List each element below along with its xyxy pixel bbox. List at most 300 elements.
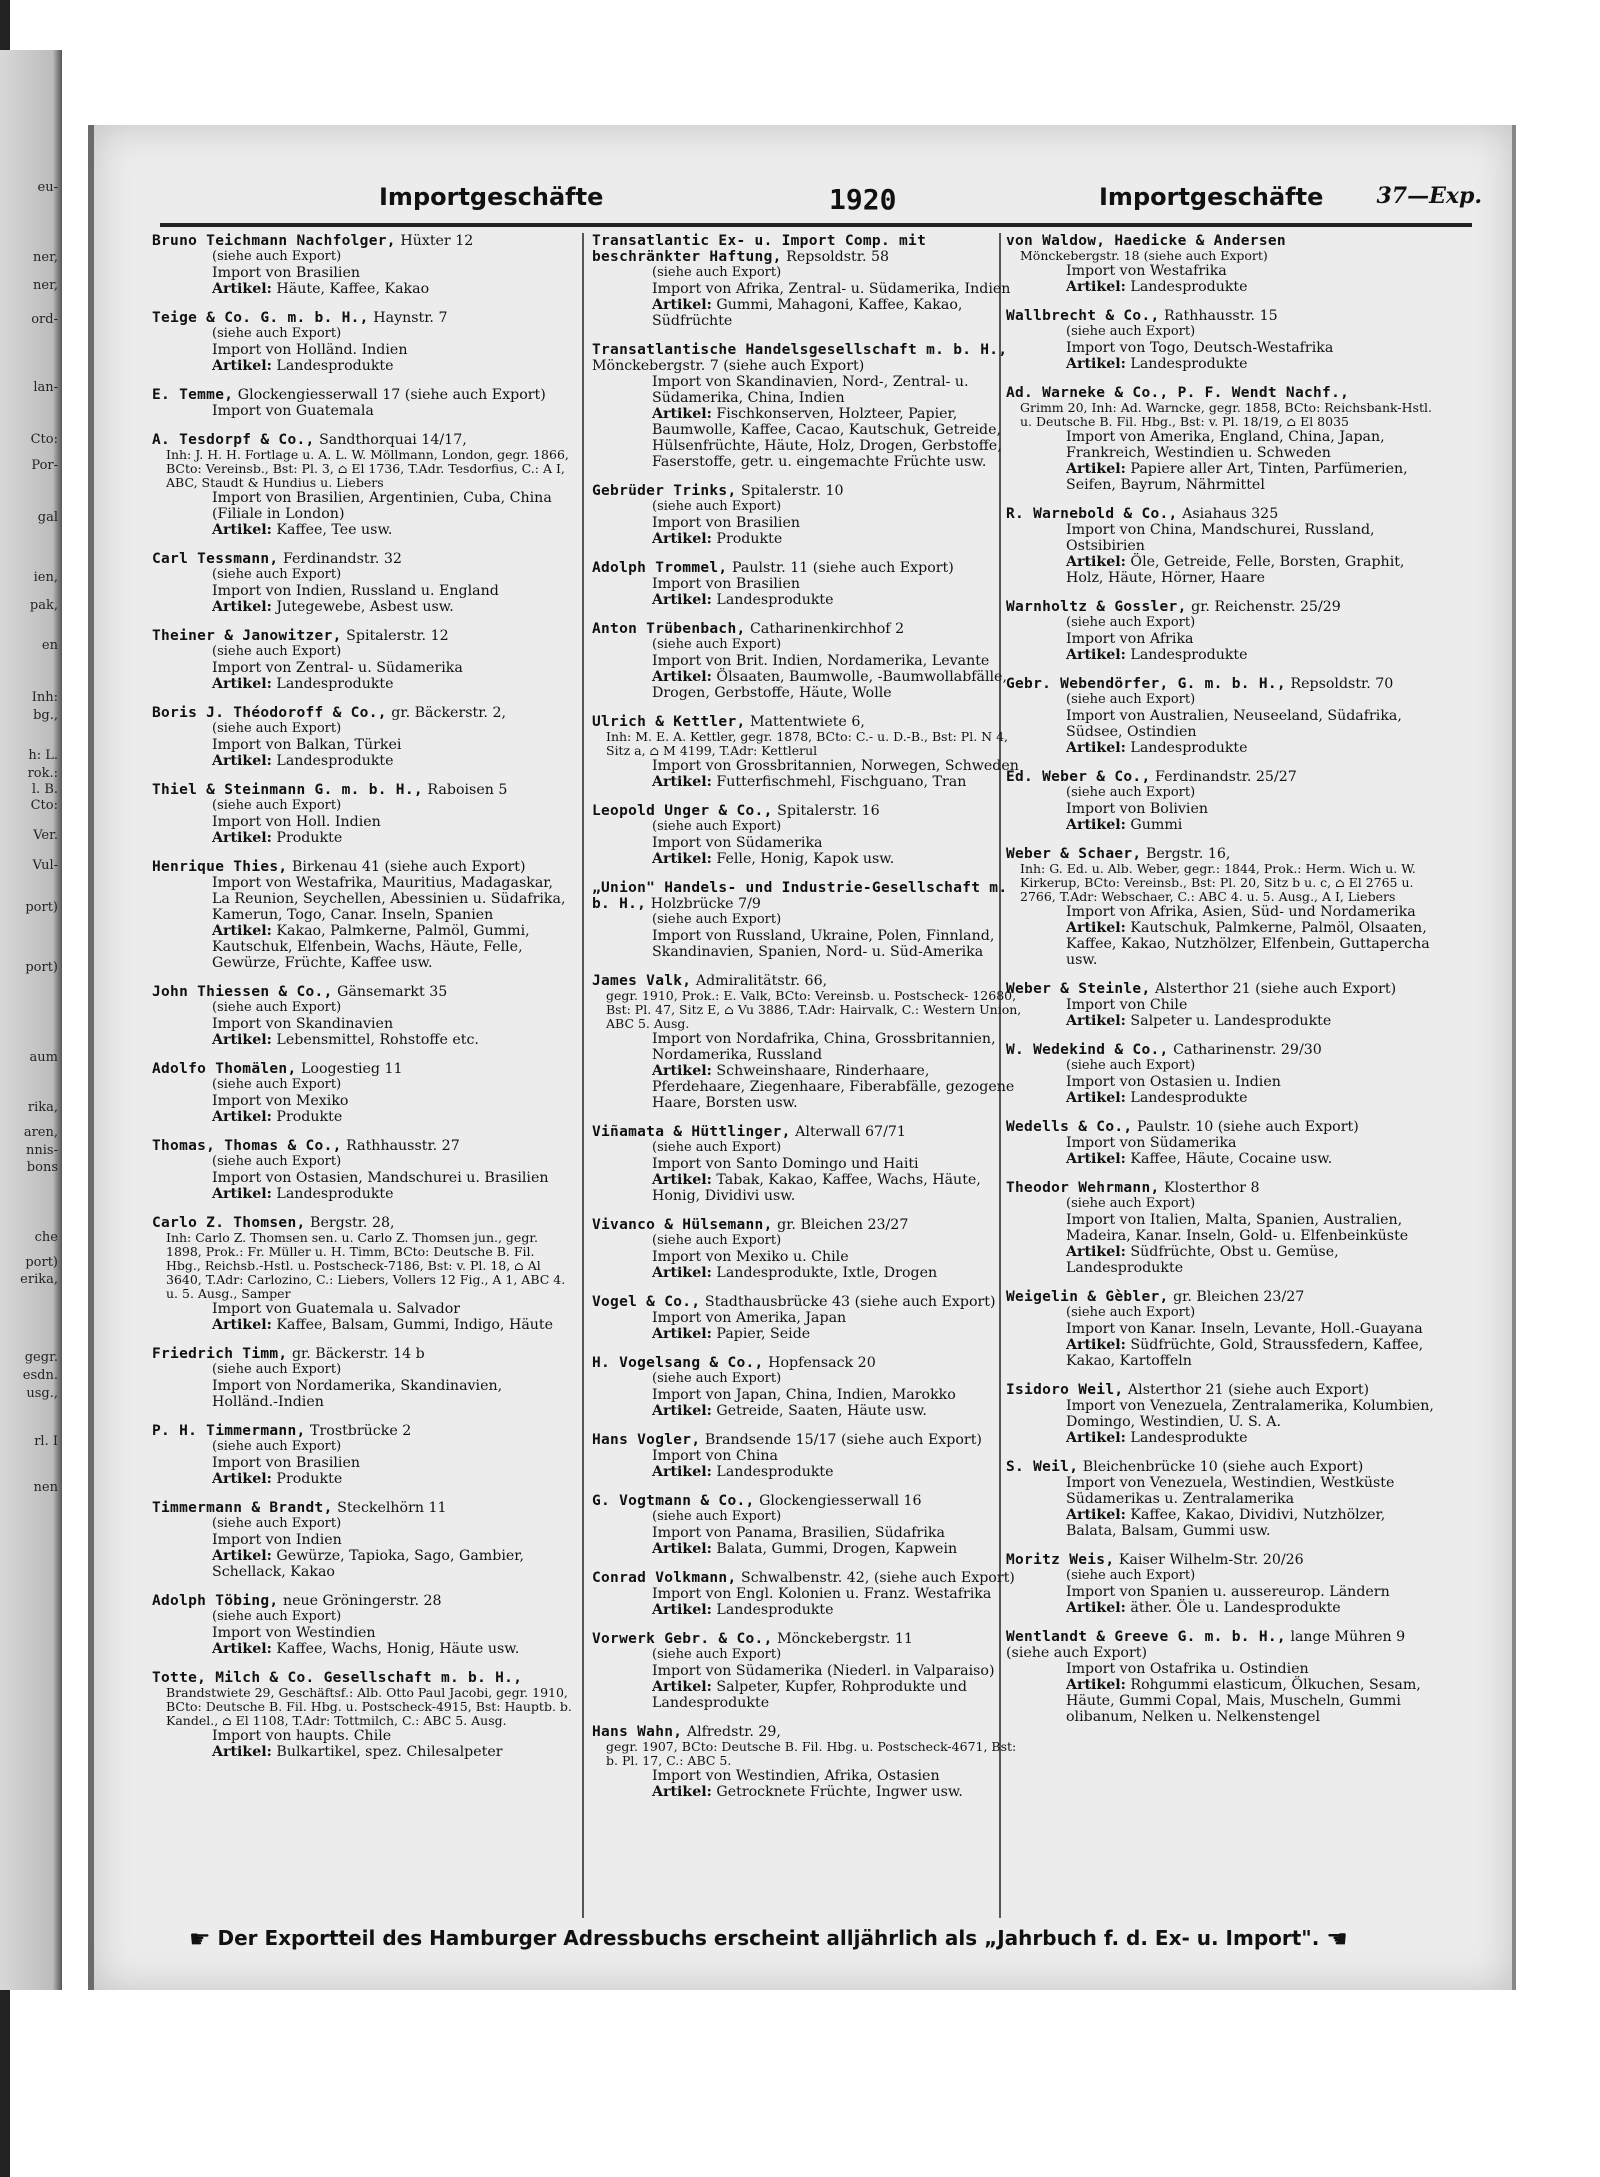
entry-line-text: Import von Togo, Deutsch-Westafrika [1066,340,1334,356]
directory-page [88,125,1516,1990]
entry-company-name: Adolph Töbing, [152,1593,279,1609]
entry-company-name: Gebrüder Trinks, [592,483,737,499]
entry-company-name: Hans Vogler, [592,1432,701,1448]
entry-import-from [1006,1661,1436,1677]
directory-entry [1006,1042,1436,1106]
prev-page-fragment: ner, [33,278,58,293]
entry-import-from [152,403,572,419]
entry-line-label: Artikel: [652,1784,712,1800]
entry-company-name: Transatlantische Handelsgesellschaft m. b. H., [592,342,1008,358]
entry-import-from [152,265,572,281]
column-3 [1006,233,1436,1738]
entry-line-text: Tabak, Kakao, Kaffee, Wachs, Häute, Honig, Dividivi usw. [652,1172,981,1204]
entry-line-text: Kautschuk, Palmkerne, Palmöl, Olsaaten, Kaffee, Kakao, Nutzhölzer, Elfenbein, Guttapercha usw. [1066,920,1430,968]
entry-import-from [592,1663,1022,1679]
entry-import-from [592,928,1022,960]
prev-page-fragment: erika, [20,1272,58,1287]
entry-address: Catharinenkirchhof 2 [750,621,905,637]
directory-entry [592,1432,1022,1480]
entry-articles [1006,1151,1436,1167]
entry-company-name: Gebr. Webendörfer, G. m. b. H., [1006,676,1286,692]
entry-line-label: Artikel: [652,531,712,547]
entry-line-text: Import von Chile [1066,997,1188,1013]
directory-entry [592,1294,1022,1342]
entry-address: Sandthorquai 14/17, [319,432,467,448]
entry-line-label: Artikel: [212,1317,272,1333]
entry-articles [152,599,572,615]
entry-company-name: Leopold Unger & Co., [592,803,773,819]
entry-line-text: Import von Holländ. Indien [212,342,408,358]
entry-line-text: Südfrüchte, Gold, Straussfedern, Kaffee, Kakao, Kartoffeln [1066,1337,1424,1369]
entry-articles [592,1063,1022,1111]
entry-company-name: Ulrich & Kettler, [592,714,746,730]
entry-details: Mönckebergstr. 18 (siehe auch Export) [1020,248,1268,263]
entry-import-from [152,342,572,358]
entry-line-text: äther. Öle u. Landesprodukte [1125,1600,1341,1616]
entry-address: Glockengiesserwall 17 (siehe auch Export) [237,387,546,403]
entry-line-text: Lebensmittel, Rohstoffe etc. [271,1032,479,1048]
entry-import-from [592,1031,1022,1063]
entry-line-label: Artikel: [1066,1600,1126,1616]
entry-line-text: Import von Afrika, Zentral- u. Südamerika, Indien [652,281,1011,297]
entry-line-text: Import von Skandinavien, Nord-, Zentral- u. Südamerika, China, Indien [652,374,969,406]
entry-articles [1006,461,1436,493]
directory-entry [592,483,1022,547]
directory-entry [152,1215,572,1333]
entry-company-name: Bruno Teichmann Nachfolger, [152,233,396,249]
entry-articles [152,358,572,374]
entry-line-text: Südfrüchte, Obst u. Gemüse, Landesprodukte [1066,1244,1339,1276]
directory-entry [1006,846,1436,968]
entry-line-label: Artikel: [1066,1337,1126,1353]
previous-page-edge [0,50,62,1990]
entry-line-text: Import von Mexiko u. Chile [652,1249,849,1265]
entry-articles [1006,1600,1436,1616]
directory-entry [592,621,1022,701]
entry-line-text: Landesprodukte [1125,647,1248,663]
entry-line-text: Import von Amerika, Japan [652,1310,847,1326]
entry-address: gr. Bleichen 23/27 [1173,1289,1305,1305]
entry-note: (siehe auch Export) [212,1439,342,1454]
prev-page-fragment: aren, [23,1125,58,1140]
entry-note: (siehe auch Export) [652,912,782,927]
entry-articles [1006,647,1436,663]
entry-articles [1006,1430,1436,1446]
entry-address: Alsterthor 21 (siehe auch Export) [1127,1382,1370,1398]
entry-line-text: Landesprodukte [711,1602,834,1618]
entry-address: Spitalerstr. 10 [741,483,844,499]
entry-line-label: Artikel: [212,830,272,846]
entry-note: (siehe auch Export) [212,1077,342,1092]
directory-entry [1006,1629,1436,1725]
entry-note: (siehe auch Export) [652,819,782,834]
entry-note: (siehe auch Export) [652,1371,782,1386]
entry-company-name: Vivanco & Hülsemann, [592,1217,773,1233]
entry-company-name: Isidoro Weil, [1006,1382,1124,1398]
entry-note: (siehe auch Export) [212,1000,342,1015]
entry-line-text: Import von Skandinavien [212,1016,394,1032]
entry-company-name: Weigelin & Gèbler, [1006,1289,1169,1305]
entry-details: Inh: J. H. H. Fortlage u. A. L. W. Möllmann, London, gegr. 1866, BCto: Vereinsb., Bst: Pl. 3, ⌂ El 1736, T.Adr. Tesdorfius, C.: A I, ABC, Staudt & Hundius u. Liebers [166,447,569,490]
entry-company-name: Wallbrecht & Co., [1006,308,1160,324]
entry-address: gr. Bäckerstr. 14 b [291,1346,425,1362]
entry-note: (siehe auch Export) [1066,785,1196,800]
entry-company-name: Thomas, Thomas & Co., [152,1138,342,1154]
prev-page-fragment: bg., [33,708,58,723]
entry-articles [152,1548,572,1580]
prev-page-fragment: gal [37,510,58,525]
entry-note: (siehe auch Export) [212,326,342,341]
entry-note: (siehe auch Export) [1066,1568,1196,1583]
entry-import-from [1006,1135,1436,1151]
entry-note: (siehe auch Export) [1066,324,1196,339]
entry-line-text: Import von Ostasien, Mandschurei u. Brasilien [212,1170,549,1186]
entry-address: Bleichenbrücke 10 (siehe auch Export) [1082,1459,1364,1475]
entry-company-name: John Thiessen & Co., [152,984,333,1000]
entry-line-label: Artikel: [652,1602,712,1618]
entry-line-text: Import von Venezuela, Zentralamerika, Kolumbien, Domingo, Westindien, U. S. A. [1066,1398,1434,1430]
prev-page-fragment: Ver. [33,828,58,843]
entry-line-label: Artikel: [1066,1677,1126,1693]
pointing-hand-icon: ☛ [189,1925,211,1953]
entry-articles [1006,920,1436,968]
directory-entry [1006,599,1436,663]
entry-articles [152,1317,572,1333]
entry-address: Schwalbenstr. 42, (siehe auch Export) [741,1570,1015,1586]
entry-line-label: Artikel: [1066,554,1126,570]
entry-line-text: Felle, Honig, Kapok usw. [711,851,895,867]
entry-articles [1006,554,1436,586]
entry-import-from [1006,1475,1436,1507]
entry-line-label: Artikel: [652,1265,712,1281]
directory-entry [152,233,572,297]
entry-note: (siehe auch Export) [212,798,342,813]
entry-import-from [152,1455,572,1471]
prev-page-fragment: port) [25,960,58,975]
directory-entry [592,803,1022,867]
entry-address: Raboisen 5 [427,782,508,798]
entry-line-label: Artikel: [1066,1244,1126,1260]
entry-import-from [152,1016,572,1032]
entry-line-text: Import von Ostafrika u. Ostindien [1066,1661,1309,1677]
directory-entry [152,1670,572,1760]
entry-address: Spitalerstr. 12 [346,628,449,644]
prev-page-fragment: port) [25,1255,58,1270]
entry-line-label: Artikel: [212,1186,272,1202]
header-section-left: Importgeschäfte [379,183,604,211]
entry-import-from [592,1586,1022,1602]
entry-import-from [1006,1074,1436,1090]
entry-address: Holzbrücke 7/9 [650,896,761,912]
entry-articles [152,1186,572,1202]
directory-entry [152,705,572,769]
entry-line-text: Landesprodukte [271,676,394,692]
entry-company-name: Wedells & Co., [1006,1119,1133,1135]
entry-company-name: Warnholtz & Gossler, [1006,599,1187,615]
entry-line-text: Import von Guatemala [212,403,374,419]
directory-entry [1006,769,1436,833]
entry-articles [1006,356,1436,372]
entry-line-text: Kaffee, Kakao, Dividivi, Nutzhölzer, Balata, Balsam, Gummi usw. [1066,1507,1386,1539]
directory-entry [592,1217,1022,1281]
entry-line-text: Import von Südamerika (Niederl. in Valparaiso) [652,1663,995,1679]
header-section-right: Importgeschäfte [1099,183,1324,211]
directory-entry [1006,233,1436,295]
entry-articles [592,1326,1022,1342]
prev-page-fragment: Vul- [32,858,58,873]
entry-line-text: Kaffee, Häute, Cocaine usw. [1125,1151,1333,1167]
entry-import-from [152,814,572,830]
entry-articles [152,1641,572,1657]
entry-line-text: Getreide, Saaten, Häute usw. [711,1403,927,1419]
directory-entry [152,1593,572,1657]
entry-import-from [152,1378,572,1410]
entry-line-text: Produkte [271,830,343,846]
entry-line-label: Artikel: [652,592,712,608]
entry-line-label: Artikel: [1066,1090,1126,1106]
entry-line-label: Artikel: [652,1679,712,1695]
entry-line-text: Import von Panama, Brasilien, Südafrika [652,1525,945,1541]
entry-note: (siehe auch Export) [652,637,782,652]
entry-import-from [1006,1584,1436,1600]
entry-line-text: Import von Indien, Russland u. England [212,583,499,599]
entry-note: (siehe auch Export) [212,721,342,736]
entry-company-name: Vogel & Co., [592,1294,701,1310]
directory-entry [152,1138,572,1202]
entry-import-from [1006,1398,1436,1430]
entry-import-from [592,1387,1022,1403]
entry-line-label: Artikel: [652,1541,712,1557]
entry-company-name: Conrad Volkmann, [592,1570,737,1586]
footer-notice [189,1925,1472,1959]
entry-line-label: Artikel: [1066,1430,1126,1446]
prev-page-fragment: aum [29,1050,58,1065]
entry-note: (siehe auch Export) [652,1233,782,1248]
entry-note: (siehe auch Export) [652,265,782,280]
entry-line-text: Futterfischmehl, Fischguano, Tran [711,774,967,790]
prev-page-fragment: rl. I [34,1434,58,1449]
entry-line-text: Landesprodukte [711,592,834,608]
entry-import-from [592,1156,1022,1172]
entry-import-from [592,374,1022,406]
entry-import-from [1006,340,1436,356]
entry-line-text: Import von Nordamerika, Skandinavien, Holländ.-Indien [212,1378,503,1410]
entry-articles [1006,1244,1436,1276]
entry-line-text: Import von Guatemala u. Salvador [212,1301,461,1317]
entry-company-name: Friedrich Timm, [152,1346,288,1362]
entry-line-text: Import von Brasilien [212,1455,360,1471]
directory-entry [592,1355,1022,1419]
entry-details: gegr. 1910, Prok.: E. Valk, BCto: Vereinsb. u. Postscheck- 12680, Bst: Pl. 47, Sitz E, ⌂ Vu 3886, T.Adr: Hairvalk, C.: Western Union, ABC 5. Ausg. [606,988,1022,1031]
entry-import-from [152,660,572,676]
entry-line-text: Import von Afrika [1066,631,1194,647]
entry-articles [152,753,572,769]
entry-address: Glockengiesserwall 16 [759,1493,922,1509]
entry-address: Haynstr. 7 [373,310,448,326]
entry-articles [592,1265,1022,1281]
entry-address: Loogestieg 11 [301,1061,403,1077]
entry-address: Alterwall 67/71 [795,1124,906,1140]
entry-address: Trostbrücke 2 [310,1423,412,1439]
entry-address: Rathhausstr. 27 [346,1138,460,1154]
entry-line-label: Artikel: [1066,356,1126,372]
entry-line-label: Artikel: [652,1063,712,1079]
entry-import-from [1006,997,1436,1013]
entry-line-text: Import von Amerika, England, China, Japan, Frankreich, Westindien u. Schweden [1066,429,1385,461]
entry-line-text: Import von Balkan, Türkei [212,737,402,753]
directory-entry [152,782,572,846]
prev-page-fragment: Cto: [30,798,58,813]
entry-line-text: Landesprodukte [711,1464,834,1480]
entry-articles [1006,1507,1436,1539]
entry-line-text: Import von Brit. Indien, Nordamerika, Levante [652,653,990,669]
entry-articles [592,669,1022,701]
entry-address: Gänsemarkt 35 [337,984,448,1000]
entry-line-text: Import von Zentral- u. Südamerika [212,660,463,676]
entry-address: gr. Bleichen 23/27 [777,1217,909,1233]
prev-page-fragment: nen [33,1480,58,1495]
entry-address: Paulstr. 11 (siehe auch Export) [731,560,954,576]
directory-entry [1006,308,1436,372]
entry-company-name: Ed. Weber & Co., [1006,769,1151,785]
entry-address: Paulstr. 10 (siehe auch Export) [1136,1119,1359,1135]
entry-articles [1006,1013,1436,1029]
entry-line-text: Ölsaaten, Baumwolle, -Baumwollabfälle, Drogen, Gerbstoffe, Häute, Wolle [652,669,1007,701]
entry-note: (siehe auch Export) [1066,692,1196,707]
directory-entry [152,628,572,692]
entry-company-name: E. Temme, [152,387,234,403]
entry-import-from [1006,522,1436,554]
entry-line-label: Artikel: [212,1641,272,1657]
entry-note: (siehe auch Export) [1066,1058,1196,1073]
entry-line-text: Öle, Getreide, Felle, Borsten, Graphit, Holz, Häute, Hörner, Haare [1066,554,1405,586]
entry-line-label: Artikel: [1066,1507,1126,1523]
entry-line-text: Kaffee, Tee usw. [271,522,393,538]
entry-line-text: Schweinshaare, Rinderhaare, Pferdehaare, Ziegenhaare, Fiberabfälle, gezogene Haare, Borsten usw. [652,1063,1015,1111]
entry-line-label: Artikel: [652,851,712,867]
entry-line-text: Getrocknete Früchte, Ingwer usw. [711,1784,963,1800]
entry-line-text: Import von Brasilien [652,515,800,531]
directory-entry [592,1631,1022,1711]
entry-line-label: Artikel: [212,1471,272,1487]
entry-company-name: Viñamata & Hüttlinger, [592,1124,791,1140]
entry-line-text: Import von Japan, China, Indien, Marokko [652,1387,956,1403]
entry-line-text: Import von Brasilien [212,265,360,281]
entry-line-label: Artikel: [212,281,272,297]
entry-articles [1006,817,1436,833]
entry-line-text: Landesprodukte [1125,740,1248,756]
entry-line-text: Landesprodukte [271,1186,394,1202]
directory-entry [152,310,572,374]
entry-note: (siehe auch Export) [212,1362,342,1377]
entry-company-name: Transatlantic Ex- u. Import Comp. mit beschränkter Haftung, [592,233,927,265]
directory-entry [592,560,1022,608]
entry-line-text: Import von Indien [212,1532,342,1548]
entry-line-label: Artikel: [652,1326,712,1342]
entry-line-label: Artikel: [652,406,712,422]
entry-import-from [592,835,1022,851]
entry-address: Rathhausstr. 15 [1164,308,1278,324]
entry-line-text: Import von Kanar. Inseln, Levante, Holl.-Guayana [1066,1321,1423,1337]
entry-address: lange Mühren 9 (siehe auch Export) [1006,1629,1406,1661]
entry-import-from [592,1768,1022,1784]
entry-import-from [152,1301,572,1317]
directory-entry [152,432,572,538]
entry-company-name: Ad. Warneke & Co., P. F. Wendt Nachf., [1006,385,1350,401]
entry-line-text: Import von Spanien u. aussereurop. Ländern [1066,1584,1390,1600]
entry-company-name: Moritz Weis, [1006,1552,1115,1568]
entry-note: (siehe auch Export) [652,1647,782,1662]
directory-entry [152,859,572,971]
entry-address: Bergstr. 16, [1145,846,1231,862]
entry-articles [592,531,1022,547]
entry-company-name: Thiel & Steinmann G. m. b. H., [152,782,423,798]
entry-import-from [592,1249,1022,1265]
entry-line-text: Import von Südamerika [1066,1135,1237,1151]
entry-import-from [152,490,572,522]
entry-line-text: Rohgummi elasticum, Ölkuchen, Sesam, Häute, Gummi Copal, Mais, Muscheln, Gummi olibanum, Nelken u. Nelkenstengel [1066,1677,1421,1725]
entry-articles [592,774,1022,790]
entry-articles [592,1679,1022,1711]
prev-page-fragment: usg., [26,1386,58,1401]
entry-address: Repsoldstr. 58 [786,249,890,265]
entry-line-label: Artikel: [652,297,712,313]
directory-entry [1006,1552,1436,1616]
entry-note: (siehe auch Export) [212,1609,342,1624]
prev-page-fragment: pak, [29,598,58,613]
entry-note: (siehe auch Export) [1066,615,1196,630]
entry-articles [152,1471,572,1487]
entry-company-name: von Waldow, Haedicke & Andersen [1006,233,1286,249]
entry-line-text: Kaffee, Wachs, Honig, Häute usw. [271,1641,520,1657]
entry-line-text: Häute, Kaffee, Kakao [271,281,430,297]
entry-articles [592,297,1022,329]
prev-page-fragment: nnis- [26,1143,58,1158]
entry-company-name: Hans Wahn, [592,1724,683,1740]
entry-line-label: Artikel: [1066,461,1126,477]
entry-details: Grimm 20, Inh: Ad. Warncke, gegr. 1858, BCto: Reichsbank-Hstl. u. Deutsche B. Fil. Hbg., Bst: v. Pl. 18/19, ⌂ El 8035 [1020,400,1432,429]
entry-address: Asiahaus 325 [1182,506,1279,522]
entry-line-text: Landesprodukte [1125,1430,1248,1446]
entry-articles [1006,279,1436,295]
entry-company-name: R. Warnebold & Co., [1006,506,1178,522]
entry-import-from [152,1728,572,1744]
entry-line-text: Kaffee, Balsam, Gummi, Indigo, Häute [271,1317,554,1333]
entry-line-text: Import von Westafrika, Mauritius, Madagaskar, La Reunion, Seychellen, Abessinien u. Südafrika, Kamerun, Togo, Canar. Inseln, Spanien [212,875,566,923]
entry-company-name: Totte, Milch & Co. Gesellschaft m. b. H., [152,1670,523,1686]
entry-line-text: Landesprodukte [1125,1090,1248,1106]
entry-import-from [592,515,1022,531]
directory-entry [152,1500,572,1580]
prev-page-fragment: esdn. [22,1368,58,1383]
entry-note: (siehe auch Export) [1066,1305,1196,1320]
directory-entry [1006,1180,1436,1276]
prev-page-fragment: port) [25,900,58,915]
entry-line-text: Papier, Seide [711,1326,811,1342]
prev-page-fragment: bons [26,1160,58,1175]
entry-note: (siehe auch Export) [212,249,342,264]
entry-line-label: Artikel: [652,1464,712,1480]
entry-import-from [152,583,572,599]
entry-line-label: Artikel: [212,753,272,769]
directory-entry [152,1423,572,1487]
entry-line-label: Artikel: [212,1109,272,1125]
entry-line-label: Artikel: [1066,647,1126,663]
footer-text: Der Exportteil des Hamburger Adressbuchs erscheint alljährlich als „Jahrbuch f. d. Ex- u. Import". [217,1926,1320,1950]
entry-line-label: Artikel: [212,599,272,615]
entry-address: Repsoldstr. 70 [1290,676,1394,692]
directory-entry [152,1061,572,1125]
